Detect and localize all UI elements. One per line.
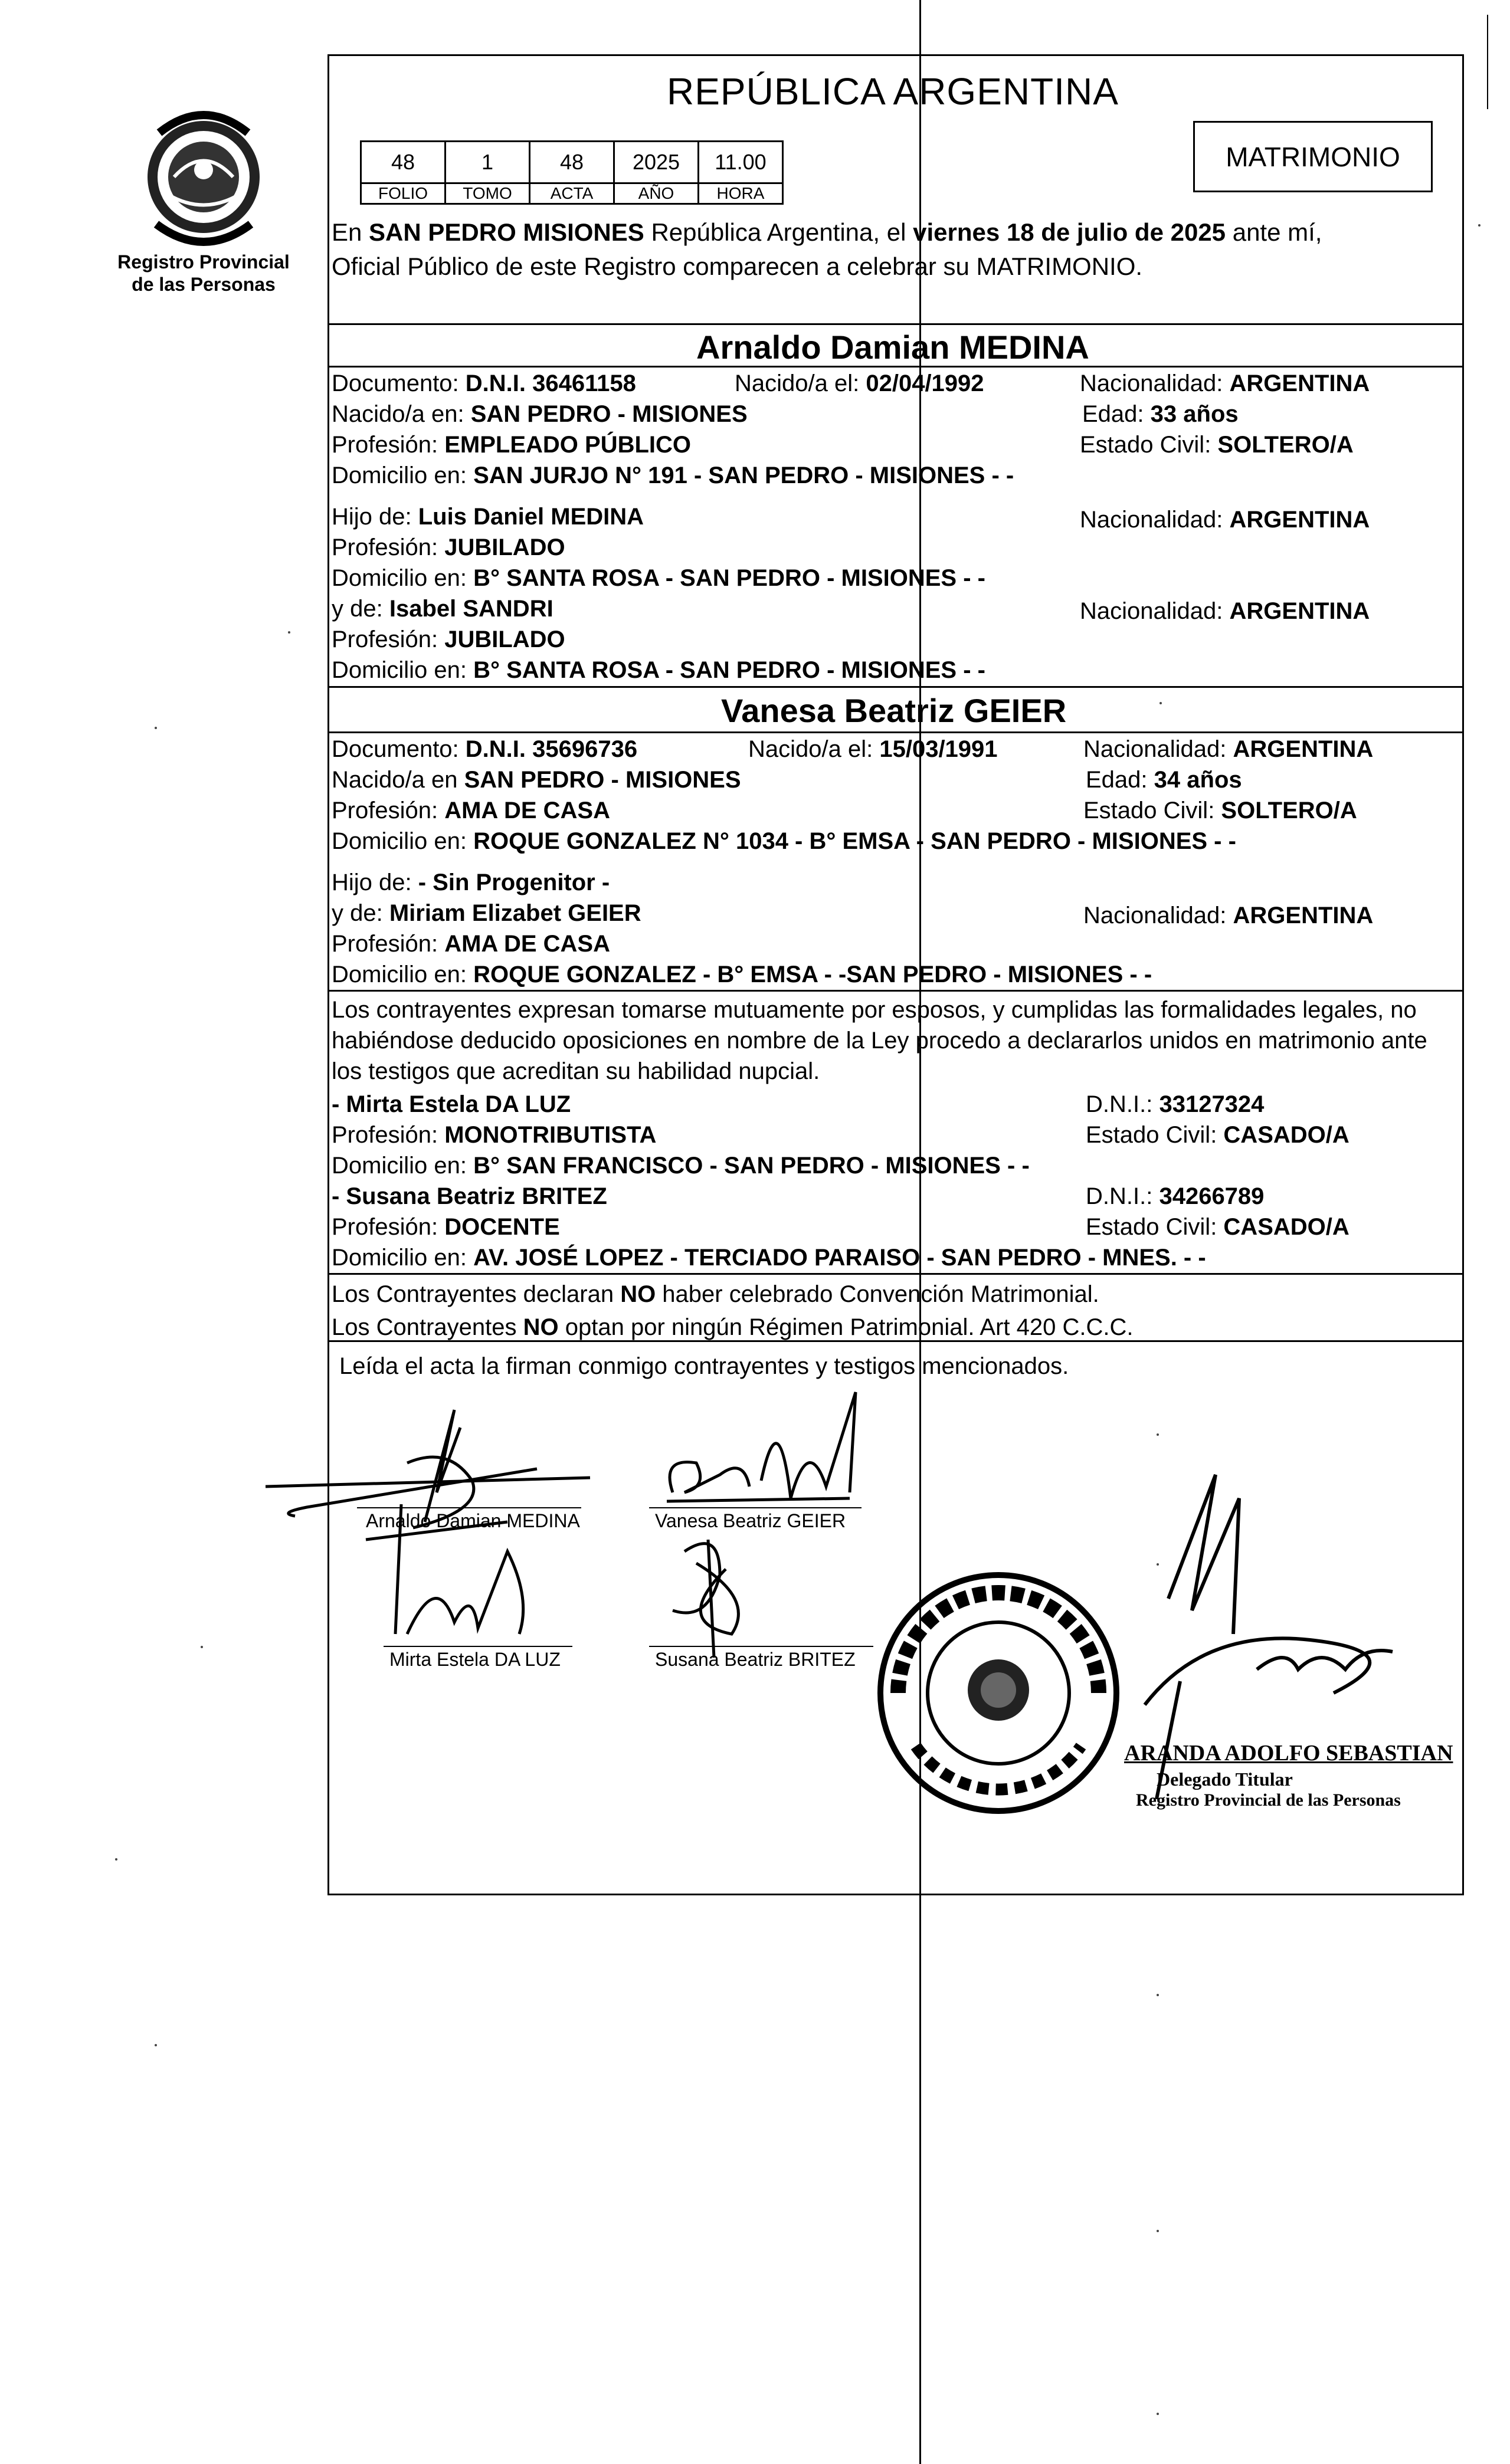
witnesses-right	[1086, 1089, 1349, 1150]
record-type: MATRIMONIO	[1226, 141, 1400, 172]
bride-birthplace: SAN PEDRO - MISIONES	[464, 767, 741, 793]
declaration-line1: Los contrayentes expresan tomarse mutuamente por esposos, y cumplidas las formalidades legales, no	[332, 997, 1417, 1023]
bride-nationality-row	[1083, 734, 1373, 765]
bride-mother: Miriam Elizabet GEIER	[389, 900, 641, 926]
born-label: Nacido/a el:	[748, 736, 880, 762]
convention-line1-no: NO	[620, 1281, 656, 1307]
groom-father-row	[332, 501, 1014, 532]
groom-father-nationality: ARGENTINA	[1229, 507, 1370, 533]
bride-address-row	[332, 826, 1236, 857]
witness2-name: - Susana Beatriz BRITEZ	[332, 1183, 607, 1209]
province-seal-icon	[127, 88, 280, 265]
bride-civil-row	[1083, 795, 1373, 826]
groom-born-field	[735, 368, 984, 399]
read-line: Leída el acta la firman conmigo contrayentes y testigos mencionados.	[339, 1353, 1069, 1379]
scan-speck	[1478, 224, 1480, 227]
birthplace-label: Nacido/a en:	[332, 401, 471, 427]
record-type-box	[1193, 121, 1433, 192]
profession-label: Profesión:	[332, 1122, 445, 1148]
civil-status-label: Estado Civil:	[1083, 798, 1221, 823]
scan-speck	[1159, 702, 1162, 704]
groom-father-profession-row	[332, 532, 1014, 563]
civil-status-label: Estado Civil:	[1086, 1122, 1224, 1148]
divider-intro	[327, 323, 1462, 325]
groom-birthplace: SAN PEDRO - MISIONES	[470, 401, 748, 427]
witness2-signature-label: Susana Beatriz BRITEZ	[655, 1649, 856, 1670]
profession-label: Profesión:	[332, 798, 445, 823]
bride-signature-line	[649, 1507, 862, 1508]
groom-profession: EMPLEADO PÚBLICO	[444, 432, 692, 458]
bride-signature-label: Vanesa Beatriz GEIER	[655, 1510, 846, 1531]
groom-birthplace-row	[332, 399, 1014, 429]
father-label: Hijo de:	[332, 504, 418, 530]
groom-father-nationality-row	[1080, 504, 1370, 535]
registry-logo	[127, 88, 280, 265]
groom-father: Luis Daniel MEDINA	[418, 504, 644, 530]
groom-nationality-row	[1080, 368, 1370, 399]
bride-father: - Sin Progenitor -	[418, 870, 610, 895]
page-title: REPÚBLICA ARGENTINA	[667, 70, 1119, 113]
groom-father-profession: JUBILADO	[444, 534, 565, 560]
bride-address: ROQUE GONZALEZ N° 1034 - B° EMSA - SAN PEDRO - MISIONES - -	[473, 828, 1236, 854]
doc-label: Documento:	[332, 736, 466, 762]
divider-convention	[327, 1273, 1462, 1275]
witness2-right	[1086, 1181, 1349, 1242]
intro-date: viernes 18 de julio de 2025	[913, 218, 1226, 246]
official-office: Registro Provincial de las Personas	[1136, 1790, 1401, 1810]
groom-father-address-row	[332, 563, 1014, 593]
witness1-signature-line	[384, 1646, 572, 1647]
intro-suffix: ante mí,	[1226, 218, 1322, 246]
groom-father-address: B° SANTA ROSA - SAN PEDRO - MISIONES - -	[473, 565, 985, 591]
address-label: Domicilio en:	[332, 565, 474, 591]
intro-line1	[332, 215, 1322, 250]
bride-profession: AMA DE CASA	[444, 798, 610, 823]
profession-label: Profesión:	[332, 432, 445, 458]
witness2-dni: 34266789	[1159, 1183, 1265, 1209]
groom-details	[332, 368, 1014, 685]
declaration-text	[332, 995, 1427, 1087]
bride-civil-status: SOLTERO/A	[1221, 798, 1357, 823]
divider-bride-head	[327, 686, 1462, 688]
witness1-signature-label: Mirta Estela DA LUZ	[389, 1649, 561, 1670]
bride-age-row	[1083, 765, 1373, 795]
groom-name: Arnaldo Damian MEDINA	[696, 329, 1089, 366]
official-block	[1124, 1740, 1453, 1810]
bride-name: Vanesa Beatriz GEIER	[721, 692, 1067, 729]
witness2-signature-line	[649, 1646, 873, 1647]
mother-label: y de:	[332, 596, 389, 622]
reference-table	[360, 140, 784, 205]
convention-line1-post: haber celebrado Convención Matrimonial.	[656, 1281, 1099, 1307]
witness1-name: - Mirta Estela DA LUZ	[332, 1091, 571, 1117]
groom-address: SAN JURJO N° 191 - SAN PEDRO - MISIONES - -	[473, 462, 1014, 488]
witness2-address-row	[332, 1242, 1206, 1273]
hora-value: 11.00	[699, 142, 783, 183]
witness2-civil-row	[1086, 1212, 1349, 1242]
official-title: Delegado Titular	[1157, 1769, 1293, 1790]
witness1-address-row	[332, 1150, 1206, 1181]
groom-signature-line	[357, 1507, 581, 1508]
scan-speck	[115, 1858, 117, 1861]
scan-speck	[288, 631, 290, 634]
registry-caption-line2: de las Personas	[132, 274, 276, 295]
address-label: Domicilio en:	[332, 828, 474, 854]
tomo-value: 1	[446, 142, 530, 183]
groom-civil-row	[1080, 429, 1370, 460]
hora-label: HORA	[699, 183, 783, 204]
nationality-label: Nacionalidad:	[1080, 370, 1230, 396]
profession-label: Profesión:	[332, 626, 445, 652]
scan-speck	[201, 1646, 203, 1648]
bride-mother-profession-row	[332, 928, 1236, 959]
bride-nationality: ARGENTINA	[1233, 736, 1374, 762]
intro-text	[332, 215, 1322, 284]
groom-nationality: ARGENTINA	[1229, 370, 1370, 396]
declaration-line2: habiéndose deducido oposiciones en nombre de la Ley procedo a declararlos unidos en matrimonio ante	[332, 1028, 1427, 1054]
witness1-civil-status: CASADO/A	[1223, 1122, 1349, 1148]
acta-label: ACTA	[530, 183, 614, 204]
scan-speck	[155, 727, 157, 729]
intro-place: SAN PEDRO MISIONES	[369, 218, 644, 246]
groom-profession-row	[332, 429, 1014, 460]
acta-value: 48	[530, 142, 614, 183]
intro-line2: Oficial Público de este Registro comparecen a celebrar su MATRIMONIO.	[332, 252, 1143, 280]
tomo-label: TOMO	[446, 183, 530, 204]
groom-mother-nationality: ARGENTINA	[1229, 598, 1370, 624]
address-label: Domicilio en:	[332, 1245, 474, 1271]
convention-line1-pre: Los Contrayentes declaran	[332, 1281, 621, 1307]
groom-mother-nationality-row	[1080, 596, 1370, 626]
civil-status-label: Estado Civil:	[1086, 1214, 1224, 1240]
nationality-label: Nacionalidad:	[1083, 736, 1233, 762]
dni-label: D.N.I.:	[1086, 1091, 1159, 1117]
bride-mother-nationality-row	[1083, 900, 1373, 931]
groom-doc: D.N.I. 36461158	[465, 370, 636, 396]
nationality-label: Nacionalidad:	[1080, 507, 1230, 533]
bride-mother-nationality: ARGENTINA	[1233, 903, 1374, 928]
ano-value: 2025	[614, 142, 699, 183]
profession-label: Profesión:	[332, 534, 445, 560]
witness1-address: B° SAN FRANCISCO - SAN PEDRO - MISIONES - -	[473, 1153, 1030, 1179]
address-label: Domicilio en:	[332, 1153, 474, 1179]
convention-line2-no: NO	[523, 1314, 559, 1340]
scan-speck	[1157, 1563, 1159, 1566]
groom-signature-label: Arnaldo Damian MEDINA	[366, 1510, 580, 1531]
convention-line2-post: optan por ningún Régimen Patrimonial. Art 420 C.C.C.	[558, 1314, 1134, 1340]
address-label: Domicilio en:	[332, 962, 474, 987]
witness2-signature	[673, 1540, 738, 1658]
address-label: Domicilio en:	[332, 462, 474, 488]
profession-label: Profesión:	[332, 1214, 445, 1240]
groom-mother-address-row	[332, 655, 1014, 685]
profession-label: Profesión:	[332, 931, 445, 957]
witness2-address: AV. JOSÉ LOPEZ - TERCIADO PARAISO - SAN PEDRO - MNES. - -	[473, 1245, 1206, 1271]
groom-age: 33 años	[1150, 401, 1239, 427]
convention-line2-pre: Los Contrayentes	[332, 1314, 523, 1340]
born-label: Nacido/a el:	[735, 370, 866, 396]
scan-speck	[155, 2044, 157, 2046]
intro-prefix: En	[332, 218, 369, 246]
witness1-dni-row	[1086, 1089, 1349, 1120]
groom-address-row	[332, 460, 1014, 491]
civil-status-label: Estado Civil:	[1080, 432, 1218, 458]
convention-line2	[332, 1311, 1134, 1344]
witness2-civil-status: CASADO/A	[1223, 1214, 1349, 1240]
registry-caption-line1: Registro Provincial	[117, 251, 290, 273]
groom-mother-address: B° SANTA ROSA - SAN PEDRO - MISIONES - -	[473, 657, 985, 683]
scan-speck	[1157, 2413, 1159, 2415]
bride-mother-profession: AMA DE CASA	[444, 931, 610, 957]
witness1-profession: MONOTRIBUTISTA	[444, 1122, 657, 1148]
father-label: Hijo de:	[332, 870, 418, 895]
groom-age-row	[1080, 399, 1370, 429]
official-stamp	[874, 1569, 1122, 1817]
bride-right-column	[1083, 734, 1373, 826]
convention-line1	[332, 1278, 1134, 1311]
groom-mother-profession-row	[332, 624, 1014, 655]
witness1-profession-row	[332, 1120, 1206, 1150]
registry-caption	[103, 251, 304, 296]
groom-civil-status: SOLTERO/A	[1217, 432, 1354, 458]
bride-born-field	[748, 734, 998, 765]
folio-label: FOLIO	[361, 183, 446, 204]
declaration-line3: los testigos que acreditan su habilidad nupcial.	[332, 1058, 820, 1084]
scan-speck	[1157, 1994, 1159, 1996]
ano-label: AÑO	[614, 183, 699, 204]
bride-signature	[667, 1392, 856, 1501]
witness1-civil-row	[1086, 1120, 1349, 1150]
bride-doc: D.N.I. 35696736	[465, 736, 638, 762]
bride-mother-address: ROQUE GONZALEZ - B° EMSA - -SAN PEDRO - MISIONES - -	[473, 962, 1152, 987]
scan-speck	[1157, 2230, 1159, 2232]
address-label: Domicilio en:	[332, 657, 474, 683]
groom-born: 02/04/1992	[866, 370, 984, 396]
bride-born: 15/03/1991	[879, 736, 998, 762]
groom-mother-profession: JUBILADO	[444, 626, 565, 652]
bride-age: 34 años	[1154, 767, 1242, 793]
bride-father-row	[332, 867, 1236, 898]
witness2-profession: DOCENTE	[444, 1214, 560, 1240]
witness2-dni-row	[1086, 1181, 1349, 1212]
groom-mother-row	[332, 593, 1014, 624]
bride-mother-address-row	[332, 959, 1236, 990]
age-label: Edad:	[1086, 767, 1154, 793]
witness2-profession-row	[332, 1212, 1206, 1242]
convention-text	[332, 1278, 1134, 1344]
birthplace-label: Nacido/a en	[332, 767, 464, 793]
nationality-label: Nacionalidad:	[1080, 598, 1230, 624]
groom-right-column	[1080, 368, 1370, 460]
round-stamp-icon	[874, 1569, 1122, 1817]
witness1-dni: 33127324	[1159, 1091, 1265, 1117]
dni-label: D.N.I.:	[1086, 1183, 1159, 1209]
nationality-label: Nacionalidad:	[1083, 903, 1233, 928]
doc-label: Documento:	[332, 370, 466, 396]
scan-speck	[1157, 1433, 1159, 1436]
scan-edge-mark	[1487, 15, 1488, 109]
folio-value: 48	[361, 142, 446, 183]
divider-declaration	[327, 990, 1462, 992]
witnesses-left	[332, 1089, 1206, 1273]
intro-mid: República Argentina, el	[644, 218, 913, 246]
age-label: Edad:	[1082, 401, 1151, 427]
groom-mother: Isabel SANDRI	[389, 596, 553, 622]
divider-bride-name	[327, 731, 1462, 733]
mother-label: y de:	[332, 900, 389, 926]
official-name: ARANDA ADOLFO SEBASTIAN	[1124, 1741, 1453, 1766]
